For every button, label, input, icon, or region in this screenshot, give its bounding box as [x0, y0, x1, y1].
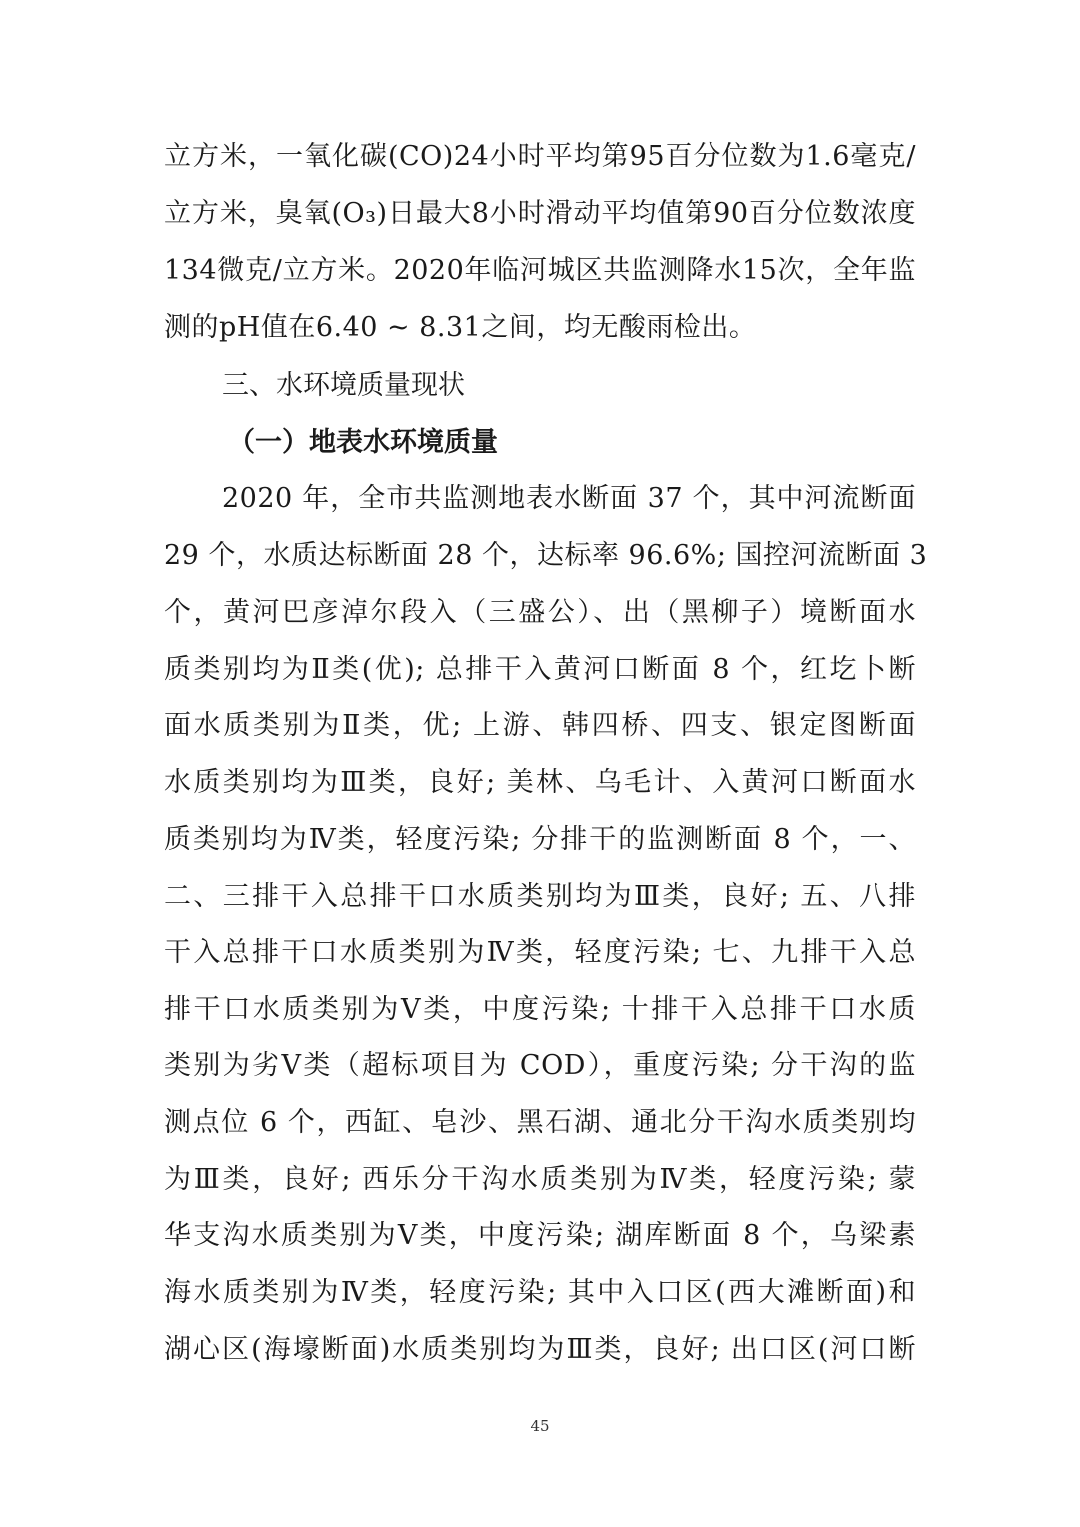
body-line-6: 水质类别均为Ⅲ类，良好; 美林、乌毛计、入黄河口断面水 — [164, 767, 916, 798]
page-number: 45 — [530, 1417, 550, 1435]
body-line-13: 为Ⅲ类，良好; 西乐分干沟水质类别为Ⅳ类，轻度污染; 蒙 — [164, 1164, 916, 1195]
body-line-3: 个，黄河巴彦淖尔段入（三盛公）、出（黑柳子）境断面水 — [164, 597, 916, 628]
intro-line-2: 立方米，臭氧(O₃)日最大8小时滑动平均值第90百分位数浓度 — [164, 198, 916, 229]
body-line-10: 排干口水质类别为Ⅴ类，中度污染; 十排干入总排干口水质 — [164, 994, 916, 1025]
intro-line-1: 立方米，一氧化碳(CO)24小时平均第95百分位数为1.6毫克/ — [164, 141, 916, 172]
body-line-12: 测点位 6 个，西缸、皂沙、黑石湖、通北分干沟水质类别均 — [164, 1107, 916, 1138]
intro-line-3: 134微克/立方米。2020年临河城区共监测降水15次，全年监 — [164, 255, 916, 286]
body-line-1: 2020 年，全市共监测地表水断面 37 个，其中河流断面 — [222, 483, 916, 514]
body-line-7: 质类别均为Ⅳ类，轻度污染; 分排干的监测断面 8 个，一、 — [164, 824, 916, 855]
subsection-heading: （一）地表水环境质量 — [228, 427, 498, 458]
body-line-14: 华支沟水质类别为Ⅴ类，中度污染; 湖库断面 8 个，乌梁素 — [164, 1220, 916, 1251]
body-line-11: 类别为劣Ⅴ类（超标项目为 COD），重度污染; 分干沟的监 — [164, 1050, 916, 1081]
section-heading: 三、水环境质量现状 — [222, 370, 465, 401]
body-line-16: 湖心区(海壕断面)水质类别均为Ⅲ类，良好; 出口区(河口断 — [164, 1334, 916, 1365]
body-line-8: 二、三排干入总排干口水质类别均为Ⅲ类，良好; 五、八排 — [164, 881, 916, 912]
body-line-5: 面水质类别为Ⅱ类，优; 上游、韩四桥、四支、银定图断面 — [164, 710, 916, 741]
body-line-15: 海水质类别为Ⅳ类，轻度污染; 其中入口区(西大滩断面)和 — [164, 1277, 916, 1308]
body-line-9: 干入总排干口水质类别为Ⅳ类，轻度污染; 七、九排干入总 — [164, 937, 916, 968]
body-line-2: 29 个，水质达标断面 28 个，达标率 96.6%; 国控河流断面 3 — [164, 540, 928, 571]
intro-line-4: 测的pH值在6.40 ~ 8.31之间，均无酸雨检出。 — [164, 312, 757, 343]
body-line-4: 质类别均为Ⅱ类(优); 总排干入黄河口断面 8 个，红圪卜断 — [164, 654, 916, 685]
